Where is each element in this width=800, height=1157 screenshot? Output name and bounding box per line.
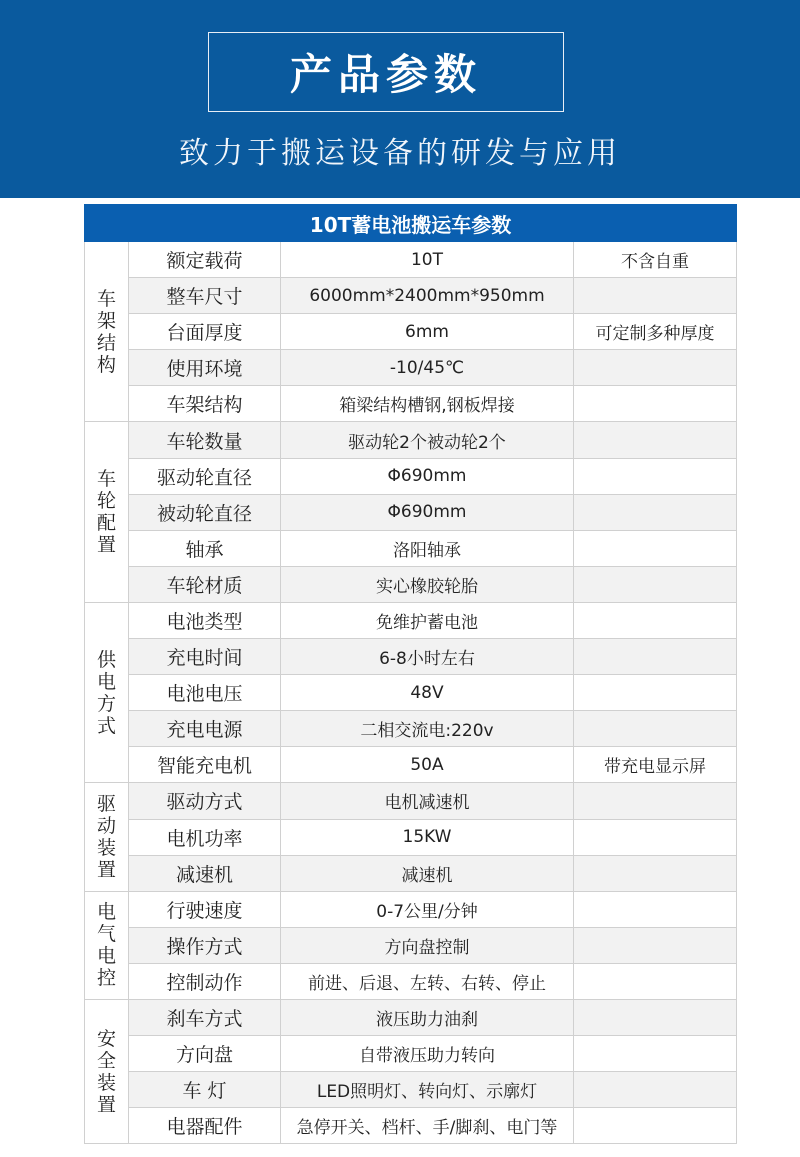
table-row	[85, 314, 737, 350]
spec-table	[84, 204, 737, 1144]
param-value: LED照明灯、转向灯、示廓灯	[281, 1072, 574, 1108]
group-label	[85, 602, 129, 782]
param-value: 6mm	[281, 314, 574, 350]
param-name: 额定载荷	[129, 242, 281, 278]
group-label-text: 驱动装置	[96, 793, 116, 882]
table-row	[85, 386, 737, 422]
table-row	[85, 783, 737, 819]
param-value: Φ690mm	[281, 494, 574, 530]
param-note	[574, 711, 737, 747]
param-note	[574, 278, 737, 314]
param-name: 电池电压	[129, 675, 281, 711]
param-note	[574, 855, 737, 891]
table-row	[85, 350, 737, 386]
table-row	[85, 242, 737, 278]
param-note: 带充电显示屏	[574, 747, 737, 783]
param-name: 轴承	[129, 530, 281, 566]
table-row	[85, 891, 737, 927]
group-label	[85, 999, 129, 1143]
param-name: 控制动作	[129, 963, 281, 999]
param-name: 充电电源	[129, 711, 281, 747]
param-note	[574, 422, 737, 458]
param-name: 智能充电机	[129, 747, 281, 783]
param-value: 50A	[281, 747, 574, 783]
param-note	[574, 386, 737, 422]
param-note	[574, 1108, 737, 1144]
group-label	[85, 242, 129, 422]
param-name: 电机功率	[129, 819, 281, 855]
param-note	[574, 963, 737, 999]
table-row	[85, 711, 737, 747]
table-row	[85, 1036, 737, 1072]
param-note	[574, 494, 737, 530]
param-name: 使用环境	[129, 350, 281, 386]
param-name: 行驶速度	[129, 891, 281, 927]
table-row	[85, 602, 737, 638]
param-value: 15KW	[281, 819, 574, 855]
param-name: 车轮材质	[129, 566, 281, 602]
param-name: 台面厚度	[129, 314, 281, 350]
param-value: 洛阳轴承	[281, 530, 574, 566]
param-note	[574, 530, 737, 566]
table-row	[85, 1072, 737, 1108]
param-note: 不含自重	[574, 242, 737, 278]
param-value: 自带液压助力转向	[281, 1036, 574, 1072]
page-title: 产品参数	[208, 32, 564, 112]
table-row	[85, 963, 737, 999]
table-row	[85, 747, 737, 783]
param-note	[574, 566, 737, 602]
param-name: 车架结构	[129, 386, 281, 422]
param-note	[574, 891, 737, 927]
param-value: 6000mm*2400mm*950mm	[281, 278, 574, 314]
param-name: 电池类型	[129, 602, 281, 638]
page-subtitle: 致力于搬运设备的研发与应用	[179, 136, 621, 171]
param-note	[574, 602, 737, 638]
param-name: 刹车方式	[129, 999, 281, 1035]
table-row	[85, 422, 737, 458]
param-value: 6-8小时左右	[281, 639, 574, 675]
param-value: 液压助力油刹	[281, 999, 574, 1035]
table-row	[85, 675, 737, 711]
param-value: 方向盘控制	[281, 927, 574, 963]
group-label	[85, 891, 129, 999]
param-note	[574, 1072, 737, 1108]
param-note	[574, 350, 737, 386]
param-name: 驱动轮直径	[129, 458, 281, 494]
param-name: 充电时间	[129, 639, 281, 675]
table-row	[85, 855, 737, 891]
group-label-text: 车架结构	[96, 287, 116, 376]
param-value: 前进、后退、左转、右转、停止	[281, 963, 574, 999]
table-row	[85, 566, 737, 602]
param-note	[574, 927, 737, 963]
param-note	[574, 1036, 737, 1072]
param-name: 操作方式	[129, 927, 281, 963]
param-value: -10/45℃	[281, 350, 574, 386]
table-row	[85, 278, 737, 314]
header-banner	[0, 0, 800, 198]
param-value: 免维护蓄电池	[281, 602, 574, 638]
param-value: 实心橡胶轮胎	[281, 566, 574, 602]
table-row	[85, 639, 737, 675]
param-value: 0-7公里/分钟	[281, 891, 574, 927]
group-label-text: 电气电控	[96, 901, 116, 990]
param-note	[574, 639, 737, 675]
group-label	[85, 422, 129, 602]
param-name: 车 灯	[129, 1072, 281, 1108]
param-note	[574, 675, 737, 711]
table-caption: 10T蓄电池搬运车参数	[85, 205, 737, 242]
param-value: 箱梁结构槽钢,钢板焊接	[281, 386, 574, 422]
param-note	[574, 458, 737, 494]
param-name: 整车尺寸	[129, 278, 281, 314]
table-row	[85, 819, 737, 855]
param-note: 可定制多种厚度	[574, 314, 737, 350]
param-name: 减速机	[129, 855, 281, 891]
param-name: 被动轮直径	[129, 494, 281, 530]
table-row	[85, 530, 737, 566]
param-name: 驱动方式	[129, 783, 281, 819]
group-label-text: 供电方式	[96, 648, 116, 737]
param-note	[574, 783, 737, 819]
group-label-text: 车轮配置	[96, 468, 116, 557]
param-value: 减速机	[281, 855, 574, 891]
param-value: Φ690mm	[281, 458, 574, 494]
table-row	[85, 1108, 737, 1144]
table-row	[85, 927, 737, 963]
param-name: 电器配件	[129, 1108, 281, 1144]
table-row	[85, 999, 737, 1035]
param-value: 急停开关、档杆、手/脚刹、电门等	[281, 1108, 574, 1144]
param-value: 驱动轮2个被动轮2个	[281, 422, 574, 458]
group-label	[85, 783, 129, 891]
param-value: 10T	[281, 242, 574, 278]
param-note	[574, 819, 737, 855]
param-value: 二相交流电:220v	[281, 711, 574, 747]
param-value: 电机减速机	[281, 783, 574, 819]
group-label-text: 安全装置	[96, 1027, 116, 1116]
table-row	[85, 458, 737, 494]
table-row	[85, 494, 737, 530]
param-name: 方向盘	[129, 1036, 281, 1072]
param-value: 48V	[281, 675, 574, 711]
param-note	[574, 999, 737, 1035]
param-name: 车轮数量	[129, 422, 281, 458]
